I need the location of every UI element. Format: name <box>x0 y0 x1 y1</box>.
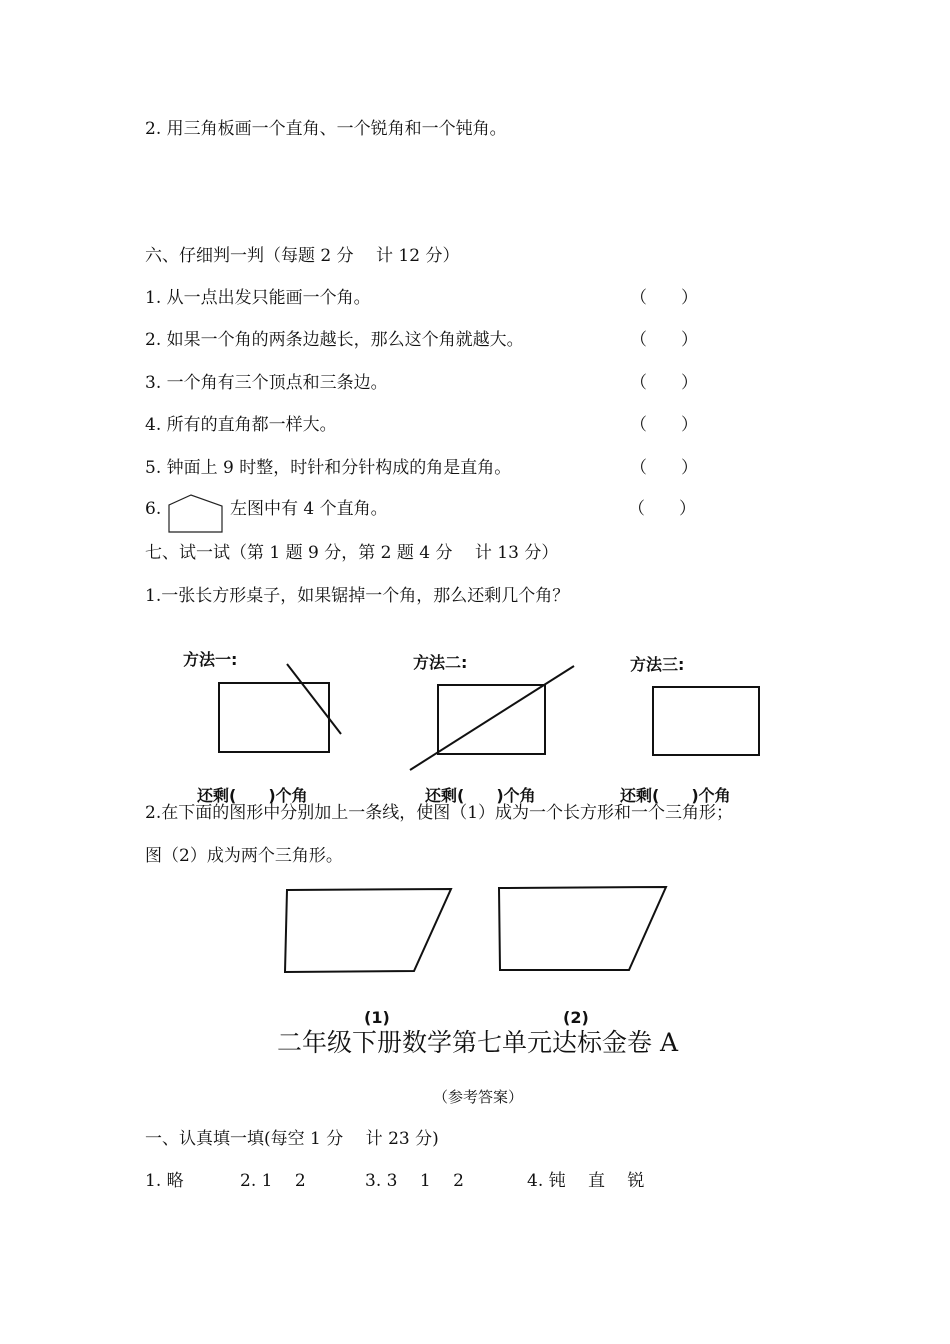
judge-item-1: 1. 从一点出发只能画一个角。 <box>145 288 371 308</box>
judge-item-6: 左图中有 4 个直角。 <box>230 499 388 519</box>
answers-section-one-heading: 一、认真填一填(每空 1 分 计 23 分) <box>145 1129 439 1149</box>
figure-1-label: (1) <box>364 1008 390 1027</box>
answer-1: 1. 略 <box>145 1171 184 1191</box>
answer-key-subtitle: （参考答案） <box>433 1088 524 1106</box>
answer-blank-1[interactable]: （ ） <box>630 288 698 308</box>
pentagon-figure <box>169 495 222 532</box>
figure-2-label: (2) <box>563 1008 589 1027</box>
table-corner-question: 1.一张长方形桌子，如果锯掉一个角，那么还剩几个角？ <box>145 586 570 606</box>
add-line-question-line1: 2.在下面的图形中分别加上一条线，使图（1）成为一个长方形和一个三角形； <box>145 803 734 823</box>
answer-key-title: 二年级下册数学第七单元达标金卷 A <box>277 1028 679 1057</box>
section-seven-heading: 七、试一试（第 1 题 9 分，第 2 题 4 分 计 13 分） <box>145 543 559 563</box>
answer-blank-2[interactable]: （ ） <box>630 330 698 350</box>
judge-item-4: 4. 所有的直角都一样大。 <box>145 415 337 435</box>
judge-item-6-number: 6. <box>145 499 162 519</box>
judge-item-5: 5. 钟面上 9 时整，时针和分针构成的角是直角。 <box>145 458 512 478</box>
method-one-label: 方法一: <box>183 650 238 669</box>
remaining-corners-1: 还剩( )个角 <box>197 786 308 805</box>
answer-2: 2. 1 2 <box>240 1171 306 1191</box>
answer-blank-6[interactable]: （ ） <box>628 499 696 519</box>
trapezoid-figure-1 <box>285 889 451 972</box>
answer-blank-4[interactable]: （ ） <box>630 415 698 435</box>
draw-angles-question: 2. 用三角板画一个直角、一个锐角和一个钝角。 <box>145 119 507 139</box>
trapezoid-figure-2 <box>499 887 666 970</box>
answer-blank-5[interactable]: （ ） <box>630 458 698 478</box>
answer-blank-3[interactable]: （ ） <box>630 373 698 393</box>
rectangle-method-one <box>219 683 329 752</box>
section-six-heading: 六、仔细判一判（每题 2 分 计 12 分） <box>145 246 460 266</box>
rectangle-method-three <box>653 687 759 755</box>
answer-3: 3. 3 1 2 <box>365 1171 464 1191</box>
method-two-label: 方法二: <box>413 653 468 672</box>
remaining-corners-2: 还剩( )个角 <box>425 786 536 805</box>
add-line-question-line2: 图（2）成为两个三角形。 <box>145 846 343 866</box>
judge-item-2: 2. 如果一个角的两条边越长，那么这个角就越大。 <box>145 330 524 350</box>
judge-item-3: 3. 一个角有三个顶点和三条边。 <box>145 373 388 393</box>
answer-4: 4. 钝 直 锐 <box>527 1171 645 1191</box>
cut-line-method-one <box>287 664 341 734</box>
remaining-corners-3: 还剩( )个角 <box>620 786 731 805</box>
method-three-label: 方法三: <box>630 655 685 674</box>
